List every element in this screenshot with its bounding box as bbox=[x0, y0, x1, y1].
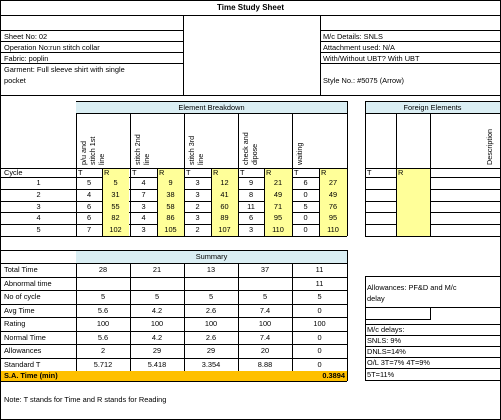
reading-cell: 49 bbox=[328, 189, 338, 199]
summary-value: 100 bbox=[258, 319, 272, 328]
foreign-yellow-cell bbox=[396, 201, 430, 213]
r-header-1: R bbox=[104, 168, 110, 177]
summary-value: 5 bbox=[208, 292, 214, 301]
summary-value: 4.2 bbox=[151, 305, 163, 315]
summary-value: 5 bbox=[317, 292, 322, 301]
reading-cell: 89 bbox=[220, 213, 229, 223]
summary-value: 100 bbox=[204, 319, 218, 328]
time-cell: 6 bbox=[303, 178, 308, 187]
summary-value: 11 bbox=[315, 265, 324, 274]
reading-cell: 82 bbox=[111, 213, 120, 223]
time-cell: 3 bbox=[141, 225, 146, 235]
summary-value: 4.2 bbox=[151, 332, 163, 342]
cycle-number: 4 bbox=[36, 213, 41, 223]
summary-value: 100 bbox=[150, 319, 164, 328]
r-header-2: R bbox=[159, 168, 165, 177]
time-cell: 0 bbox=[303, 189, 308, 199]
time-cell: 3 bbox=[195, 178, 200, 187]
reading-cell: 31 bbox=[111, 189, 120, 199]
time-cell: 4 bbox=[141, 213, 146, 223]
style-number: Style No.: #5075 (Arrow) bbox=[323, 76, 404, 85]
mc-delay-5t: 5T=11% bbox=[367, 370, 395, 379]
mc-delay-snls: SNLS: 9% bbox=[367, 336, 402, 345]
time-cell: 4 bbox=[141, 178, 146, 187]
element-name-4: check and dipose bbox=[241, 132, 259, 165]
summary-value: 20 bbox=[260, 346, 270, 355]
time-cell: 8 bbox=[248, 189, 254, 199]
foreign-yellow-cell bbox=[396, 224, 430, 236]
time-cell: 5 bbox=[86, 178, 92, 187]
summary-value: 13 bbox=[206, 265, 216, 274]
sa-time-label: S.A. Time (min) bbox=[4, 371, 58, 380]
summary-value: 2.6 bbox=[205, 332, 217, 342]
time-cell: 7 bbox=[141, 189, 146, 199]
summary-value: 2.6 bbox=[205, 305, 217, 315]
summary-value: 29 bbox=[206, 346, 216, 355]
summary-value: 7.4 bbox=[259, 332, 271, 342]
operation-number: Operation No:run stitch collar bbox=[4, 43, 100, 52]
r-header-4: R bbox=[266, 168, 272, 177]
reading-cell: 95 bbox=[328, 213, 338, 223]
time-cell: 11 bbox=[247, 201, 255, 211]
t-header-4: T bbox=[240, 168, 245, 177]
reading-cell: 105 bbox=[164, 225, 177, 235]
reading-cell: 38 bbox=[166, 189, 175, 199]
reading-cell: 110 bbox=[272, 225, 284, 235]
description-header: Description bbox=[485, 129, 494, 165]
reading-cell: 71 bbox=[273, 201, 283, 211]
reading-cell: 107 bbox=[218, 225, 231, 235]
machine-details: M/c Details: SNLS bbox=[323, 32, 383, 41]
element-name-3: stitch 3rd line bbox=[187, 135, 205, 165]
cycle-number: 3 bbox=[36, 201, 41, 211]
summary-header: Summary bbox=[195, 252, 228, 261]
sa-time-value: 0.3894 bbox=[322, 371, 345, 380]
foreign-t-header: T bbox=[367, 168, 372, 177]
time-cell: 3 bbox=[248, 225, 254, 235]
reading-cell: 5 bbox=[113, 178, 118, 187]
cycle-header: Cycle bbox=[4, 168, 23, 177]
mc-delay-overlock: O/L 3T=7% 4T=9% bbox=[367, 358, 430, 367]
t-header-5: T bbox=[294, 168, 299, 177]
ubt-status: With/Without UBT? With UBT bbox=[323, 54, 420, 63]
reading-cell: 27 bbox=[328, 178, 338, 187]
time-cell: 4 bbox=[86, 189, 92, 199]
attachment-used: Attachment used: N/A bbox=[323, 43, 395, 52]
time-cell: 2 bbox=[195, 225, 200, 235]
summary-value: 29 bbox=[152, 346, 162, 355]
allowances-note-1: Allowances: PF&D and M/c bbox=[367, 283, 457, 292]
fabric: Fabric: poplin bbox=[4, 54, 49, 63]
time-cell: 2 bbox=[195, 201, 200, 211]
time-cell: 3 bbox=[195, 189, 200, 199]
summary-value: 5.6 bbox=[97, 332, 109, 342]
time-cell: 9 bbox=[248, 178, 254, 187]
foreign-elements-header: Foreign Elements bbox=[403, 103, 462, 112]
reading-cell: 60 bbox=[220, 201, 229, 211]
reading-cell: 9 bbox=[168, 178, 173, 187]
summary-label: Standard T bbox=[4, 359, 41, 369]
summary-value: 100 bbox=[313, 319, 326, 328]
time-cell: 6 bbox=[248, 213, 254, 223]
reading-cell: 86 bbox=[166, 213, 175, 223]
summary-value: 3.354 bbox=[201, 359, 221, 369]
time-cell: 5 bbox=[303, 201, 308, 211]
summary-value: 8.88 bbox=[257, 359, 273, 369]
time-cell: 7 bbox=[86, 225, 92, 235]
summary-value: 2 bbox=[100, 346, 106, 355]
garment-line-1: Garment: Full sleeve shirt with single bbox=[4, 65, 125, 74]
cycle-number: 1 bbox=[36, 178, 41, 187]
summary-value: 5 bbox=[100, 292, 106, 301]
element-name-2: stitch 2nd line bbox=[133, 134, 151, 165]
mc-delay-dnls: DNLS=14% bbox=[367, 347, 406, 356]
foreign-yellow-cell bbox=[396, 189, 430, 201]
summary-value: 0 bbox=[317, 305, 322, 315]
element-breakdown-header: Element Breakdown bbox=[178, 103, 245, 112]
time-cell: 0 bbox=[303, 213, 308, 223]
reading-cell: 41 bbox=[220, 189, 229, 199]
summary-value: 11 bbox=[315, 278, 324, 288]
mc-delays-label: M/c delays: bbox=[367, 325, 405, 334]
summary-label: Rating bbox=[4, 319, 26, 328]
footnote: Note: T stands for Time and R stands for Reading bbox=[4, 395, 167, 404]
sheet-title: Time Study Sheet bbox=[217, 3, 284, 12]
reading-cell: 49 bbox=[273, 189, 283, 199]
time-cell: 6 bbox=[86, 201, 92, 211]
sheet-number: Sheet No: 02 bbox=[4, 32, 48, 41]
summary-value: 5 bbox=[262, 292, 268, 301]
reading-cell: 12 bbox=[220, 178, 229, 187]
summary-label: Normal Time bbox=[4, 332, 46, 342]
garment-line-2: pocket bbox=[4, 76, 26, 85]
reading-cell: 55 bbox=[111, 201, 120, 211]
foreign-yellow-cell bbox=[396, 177, 430, 189]
summary-value: 21 bbox=[152, 265, 162, 274]
t-header-3: T bbox=[186, 168, 191, 177]
foreign-yellow-cell bbox=[396, 212, 430, 224]
summary-value: 5 bbox=[154, 292, 160, 301]
summary-value: 0 bbox=[317, 346, 322, 355]
reading-cell: 76 bbox=[328, 201, 338, 211]
r-header-5: R bbox=[321, 168, 327, 177]
reading-cell: 95 bbox=[273, 213, 283, 223]
time-cell: 3 bbox=[141, 201, 146, 211]
cycle-number: 2 bbox=[36, 189, 41, 199]
element-name-1: p/u and stitch 1st line bbox=[79, 136, 106, 165]
t-header-1: T bbox=[78, 168, 83, 177]
summary-value: 0 bbox=[317, 359, 322, 369]
reading-cell: 110 bbox=[327, 225, 339, 235]
time-cell: 3 bbox=[195, 213, 200, 223]
summary-value: 5.6 bbox=[97, 305, 109, 315]
element-name-5: waiting bbox=[295, 142, 304, 165]
summary-value: 37 bbox=[260, 265, 270, 274]
summary-value: 5.712 bbox=[93, 359, 113, 369]
summary-value: 7.4 bbox=[259, 305, 271, 315]
summary-value: 28 bbox=[98, 265, 108, 274]
r-header-3: R bbox=[213, 168, 219, 177]
cycle-number: 5 bbox=[36, 225, 41, 235]
summary-value: 100 bbox=[96, 319, 110, 328]
reading-cell: 58 bbox=[166, 201, 175, 211]
time-cell: 0 bbox=[303, 225, 308, 235]
summary-label: Avg Time bbox=[4, 305, 35, 315]
summary-label: No of cycle bbox=[4, 292, 41, 301]
summary-label: Abnormal time bbox=[4, 278, 52, 288]
time-cell: 6 bbox=[86, 213, 92, 223]
allowances-note-2: delay bbox=[367, 294, 385, 303]
summary-label: Allowances bbox=[4, 346, 42, 355]
summary-value: 5.418 bbox=[147, 359, 167, 369]
reading-cell: 21 bbox=[273, 178, 283, 187]
reading-cell: 102 bbox=[109, 225, 122, 235]
summary-value: 0 bbox=[317, 332, 322, 342]
summary-label: Total Time bbox=[4, 265, 38, 274]
foreign-r-header: R bbox=[398, 168, 404, 177]
t-header-2: T bbox=[132, 168, 137, 177]
